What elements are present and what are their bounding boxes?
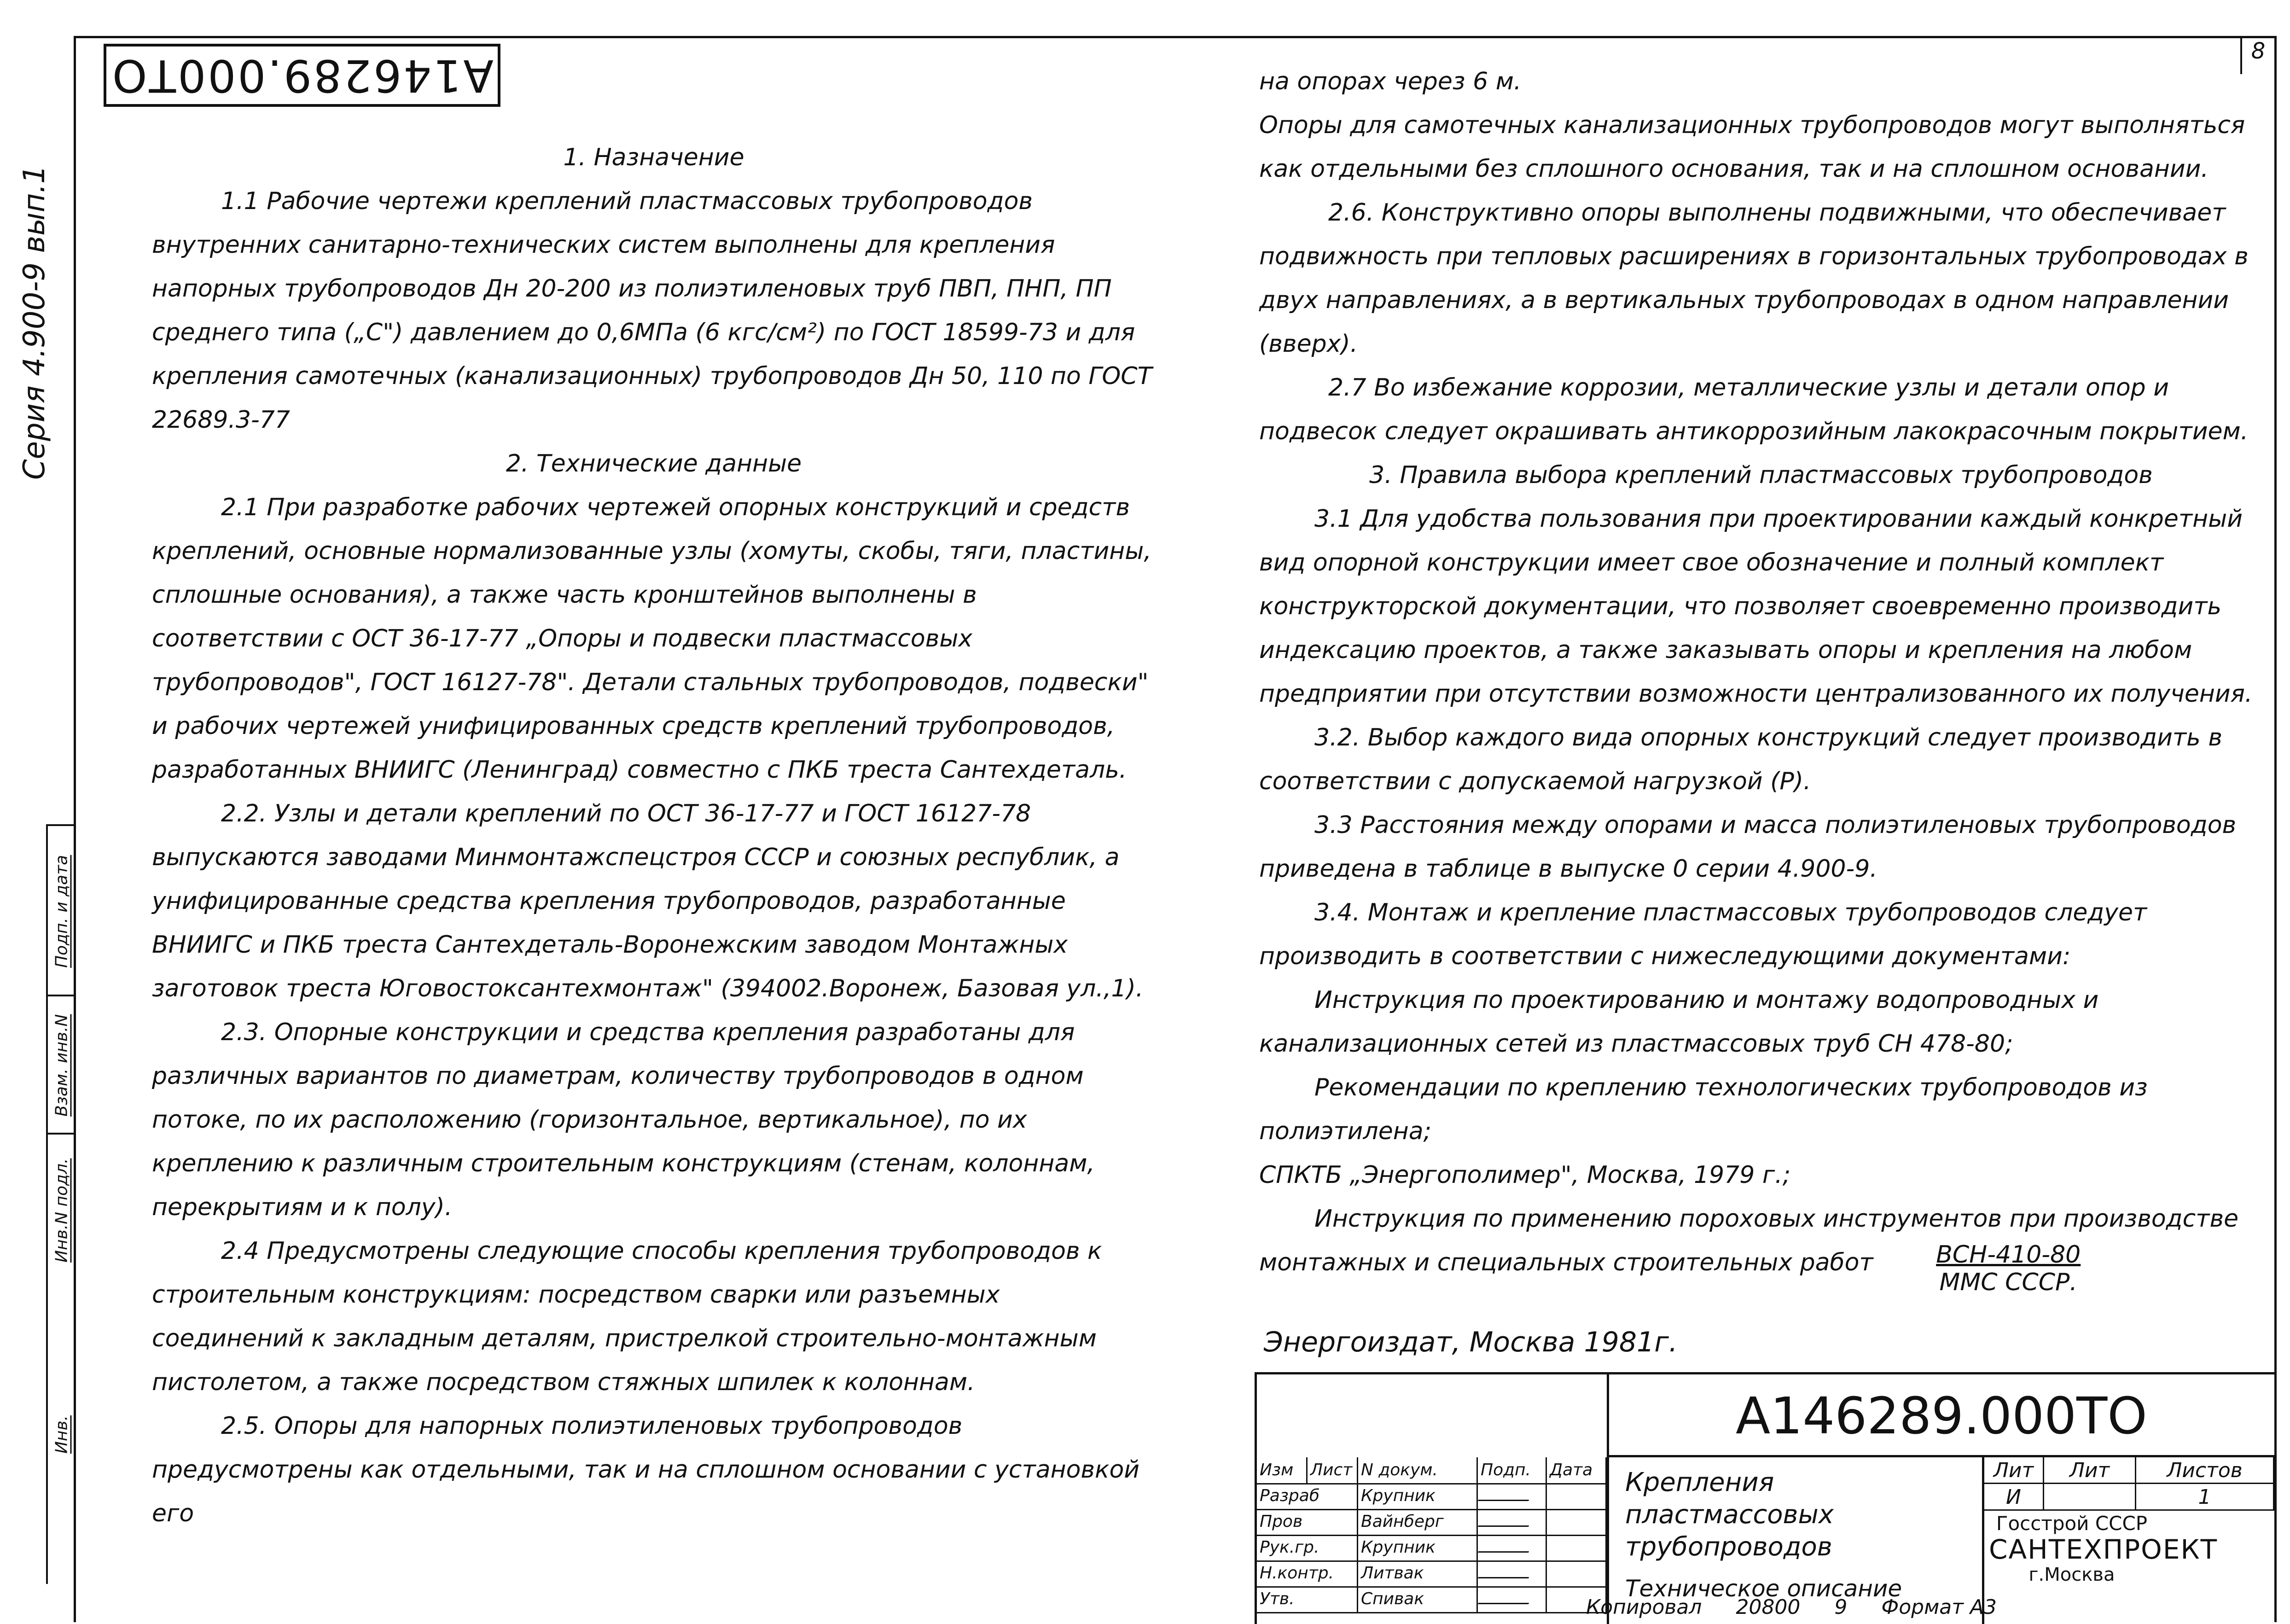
left-text-column xyxy=(152,136,1156,1536)
section-heading: 1. Назначение xyxy=(563,144,744,171)
name-cell: Крупник xyxy=(1358,1535,1478,1560)
paragraph: 2.4 Предусмотрены следующие способы крепления трубопроводов к строительным конструкциям: посредством сварки или разъемных соединений к закладным деталям, пристрелкой строительно-монтажным пистолетом, а также посредством стяжных шпилек к колоннам. xyxy=(152,1237,1102,1396)
signature-cell xyxy=(1478,1483,1547,1509)
signature-row xyxy=(1257,1483,1607,1510)
paragraph-with-reference xyxy=(1259,1197,2263,1296)
signature-mark xyxy=(1478,1537,1534,1553)
role-cell: Пров xyxy=(1257,1509,1358,1535)
paragraph: 3.1 Для удобства пользования при проектировании каждый конкретный вид опорной конструкции имеет свое обозначение и полный комплект конструкторской документации, что позволяет своевременно производить индексацию проектов, а также заказывать опоры и крепления на любом предприятии при отсутствии возможности централизованного их получения. xyxy=(1259,505,2253,708)
sheets-value: 1 xyxy=(2136,1484,2274,1511)
signature-table xyxy=(1257,1374,1609,1624)
sheets-header: Листов xyxy=(2136,1457,2274,1484)
signature-cell xyxy=(1478,1509,1547,1535)
role-cell: Утв. xyxy=(1257,1586,1358,1612)
document-code-stamp: А146289.000ТО xyxy=(104,44,500,107)
date-cell xyxy=(1547,1509,1607,1535)
title-block-code: А146289.000ТО xyxy=(1607,1374,2274,1457)
side-stamp-inv-orig: Инв.N подл. xyxy=(48,1133,76,1286)
signature-header-row xyxy=(1257,1457,1607,1484)
letter-sheets-table xyxy=(1984,1457,2274,1513)
paragraph: 2.2. Узлы и детали креплений по ОСТ 36-17-77 и ГОСТ 16127-78 выпускаются заводами Минмонтажспецстроя СССР и союзных республик, а унифицированные средства крепления трубопроводов, разработанные ВНИИГС и ПКБ треста Сантехдеталь-Воронежским заводом Монтажных заготовок треста Юговостоксантехмонтаж" (394002.Воронеж, Базовая ул.,1). xyxy=(152,800,1144,1002)
role-cell: Н.контр. xyxy=(1257,1560,1358,1586)
paragraph: на опорах через 6 м. xyxy=(1259,68,1522,95)
paragraph: 2.3. Опорные конструкции и средства крепления разработаны для различных вариантов по диаметрам, количеству трубопроводов в одном потоке, по их расположению (горизонтальное, вертикальное), по их креплению к различным строительным конструкциям (стенам, колоннам, перекрытиям и к полу). xyxy=(152,1019,1095,1221)
signature-mark xyxy=(1478,1486,1534,1501)
role-cell: Разраб xyxy=(1257,1483,1358,1509)
date-cell xyxy=(1547,1483,1607,1509)
publisher-line: Энергоиздат, Москва 1981г. xyxy=(1264,1326,1678,1358)
org-line: Госстрой СССР xyxy=(1996,1512,2148,1535)
signature-row xyxy=(1257,1586,1607,1613)
paragraph: 3.2. Выбор каждого вида опорных конструкций следует производить в соответствии с допускаемой нагрузкой (Р). xyxy=(1259,724,2222,795)
document-reference xyxy=(1881,1241,2081,1296)
reference-number: ВСН-410-80 xyxy=(1936,1241,2081,1269)
paragraph-text: Инструкция по применению пороховых инструментов при производстве монтажных и специальных строительных работ xyxy=(1259,1205,2239,1276)
lit-value: И xyxy=(1984,1484,2044,1511)
side-stamp-replace-inv: Взам. инв.N xyxy=(48,995,76,1135)
title-block xyxy=(1255,1372,2276,1624)
order-number: 20800 xyxy=(1736,1595,1801,1619)
sheet-number: 8 xyxy=(2240,38,2274,74)
title-line: пластмассовых xyxy=(1625,1500,1834,1530)
side-stamp-inv: Инв. xyxy=(52,1415,71,1454)
signature-cell xyxy=(1478,1560,1547,1586)
paragraph: 2.5. Опоры для напорных полиэтиленовых трубопроводов предусмотрены как отдельными, так и на сплошном основании с установкой его xyxy=(152,1412,1140,1527)
format-label: Формат А3 xyxy=(1881,1595,1997,1619)
paragraph: 2.7 Во избежание коррозии, металлические узлы и детали опор и подвесок следует окрашивать антикоррозийным лакокрасочным покрытием. xyxy=(1259,374,2249,445)
signature-cell xyxy=(1478,1586,1547,1612)
role-cell: Рук.гр. xyxy=(1257,1535,1358,1560)
header-cell: Дата xyxy=(1547,1457,1607,1483)
title-line: Крепления xyxy=(1625,1467,1774,1497)
name-cell: Вайнберг xyxy=(1358,1509,1478,1535)
sheet-count: 9 xyxy=(1834,1595,1848,1619)
signature-cell xyxy=(1478,1535,1547,1560)
section-heading: 2. Технические данные xyxy=(506,450,802,477)
paragraph: Рекомендации по креплению технологических трубопроводов из полиэтилена; xyxy=(1259,1074,2148,1145)
section-heading: 3. Правила выбора креплений пластмассовых трубопроводов xyxy=(1369,461,2153,489)
lit-header: Лит xyxy=(1984,1457,2044,1484)
paragraph: СПКТБ „Энергополимер", Москва, 1979 г.; xyxy=(1259,1161,1791,1189)
side-stamp-sign-date: Подп. и дата xyxy=(48,824,76,996)
right-text-column xyxy=(1259,60,2263,1296)
title-line: трубопроводов xyxy=(1625,1532,1832,1562)
signature-mark xyxy=(1478,1512,1534,1527)
lit-value xyxy=(2044,1484,2136,1511)
header-cell: N докум. xyxy=(1358,1457,1478,1483)
name-cell: Крупник xyxy=(1358,1483,1478,1509)
date-cell xyxy=(1547,1560,1607,1586)
paragraph: 3.3 Расстояния между опорами и масса полиэтиленовых трубопроводов приведена в таблице в выпуске 0 серии 4.900-9. xyxy=(1259,811,2237,883)
signature-mark xyxy=(1478,1589,1534,1604)
signature-row xyxy=(1257,1509,1607,1536)
organization xyxy=(1989,1512,2218,1585)
paragraph: 1.1 Рабочие чертежи креплений пластмассовых трубопроводов внутренних санитарно-технических систем выполнены для крепления напорных трубопроводов Дн 20-200 из полиэтиленовых труб ПВП, ПНП, ПП среднего типа („С") давлением до 0,6МПа (6 кгс/см²) по ГОСТ 18599-73 и для крепления самотечных (канализационных) трубопроводов Дн 50, 110 по ГОСТ 22689.3-77 xyxy=(152,187,1152,434)
series-label: Серия 4.900-9 вып.1 xyxy=(17,165,52,480)
header-cell: Изм xyxy=(1257,1457,1308,1483)
paragraph: 2.1 При разработке рабочих чертежей опорных конструкций и средств креплений, основные нормализованные узлы (хомуты, скобы, тяги, пластины, сплошные основания), а также часть кронштейнов выполнены в соответствии с ОСТ 36-17-77 „Опоры и подвески пластмассовых трубопроводов", ГОСТ 16127-78". Детали стальных трубопроводов, подвески" и рабочих чертежей унифицированных средств креплений трубопроводов, разработанных ВНИИГС (Ленинград) совместно с ПКБ треста Сантехдеталь. xyxy=(152,494,1151,784)
side-stamp xyxy=(46,824,76,1584)
signature-row xyxy=(1257,1535,1607,1562)
name-cell: Спивак xyxy=(1358,1586,1478,1612)
paragraph: Инструкция по проектированию и монтажу водопроводных и канализационных сетей из пластмассовых труб СН 478-80; xyxy=(1259,986,2099,1058)
paragraph: 3.4. Монтаж и крепление пластмассовых трубопроводов следует производить в соответствии с нижеследующими документами: xyxy=(1259,899,2147,970)
header-cell: Подп. xyxy=(1478,1457,1547,1483)
org-name: САНТЕХПРОЕКТ xyxy=(1989,1534,2218,1565)
signature-row xyxy=(1257,1560,1607,1588)
lit-header: Лит xyxy=(2044,1457,2136,1484)
date-cell xyxy=(1547,1535,1607,1560)
footer-line xyxy=(1586,1595,2024,1619)
copied-label: Копировал xyxy=(1586,1595,1702,1619)
header-cell: Лист xyxy=(1308,1457,1358,1483)
org-city: г.Москва xyxy=(2028,1564,2115,1585)
name-cell: Литвак xyxy=(1358,1560,1478,1586)
paragraph: 2.6. Конструктивно опоры выполнены подвижными, что обеспечивает подвижность при тепловых расширениях в горизонтальных трубопроводах в двух направлениях, а в вертикальных трубопроводах в одном направлении (вверх). xyxy=(1259,199,2249,358)
document-type: Техническое описание xyxy=(1625,1575,1902,1602)
signature-mark xyxy=(1478,1563,1534,1578)
reference-org: ММС СССР. xyxy=(1939,1269,2077,1296)
paragraph: Опоры для самотечных канализационных трубопроводов могут выполняться как отдельными без сплошного основания, так и на сплошном основании. xyxy=(1259,111,2245,183)
